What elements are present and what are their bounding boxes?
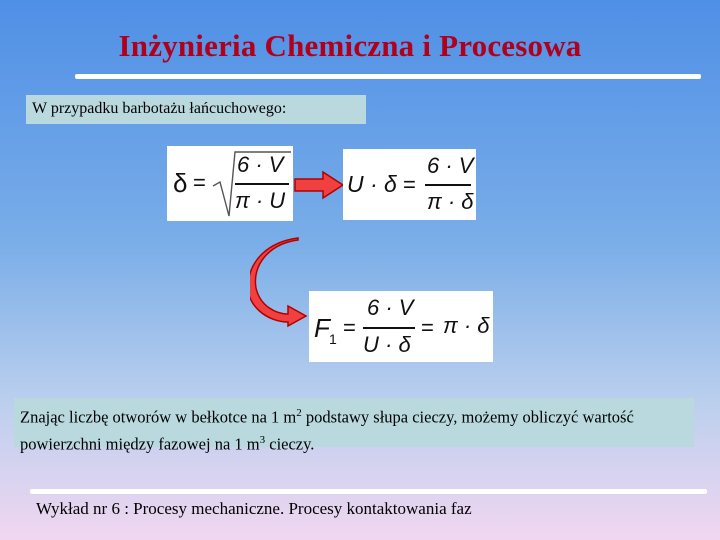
formula-delta-numerator: 6 · V [237,152,284,177]
formula-f1 [309,291,493,362]
formula-f1-equals-2: = [421,315,434,340]
formula-f1-numerator: 6 · V [367,295,414,320]
formula-product [343,149,476,220]
formula-f1-denominator: U · δ [363,332,411,357]
formula-delta-denominator: π · U [235,188,286,213]
formula-f1-equals-1: = [343,315,356,340]
formula-product-denominator: π · δ [427,189,474,214]
footer-text: Wykład nr 6 : Procesy mechaniczne. Procesy kontaktowania faz [36,499,472,518]
formula-f1-subscript: 1 [329,331,337,347]
formula-delta-equals: = [193,170,206,195]
formula-delta [167,146,293,221]
note-part-1: Znając liczbę otworów w bełkotce na 1 m [20,407,297,427]
formula-product-numerator: 6 · V [427,153,474,178]
curved-arrow-icon [250,236,310,328]
bottom-divider [30,489,707,494]
fraction-bar [235,183,289,185]
arrow-right-icon [293,170,345,200]
formula-f1-lhs: F [314,313,330,343]
fraction-bar [363,327,415,329]
note-sup-2: 3 [259,433,266,446]
top-divider [75,74,701,79]
formula-product-equals: = [403,172,416,197]
intro-text: W przypadku barbotażu łańcuchowego: [26,95,366,124]
slide-title: Inżynieria Chemiczna i Procesowa [118,28,582,63]
fraction-bar [425,184,471,186]
note-sup-1: 2 [296,407,302,419]
formula-f1-rhs: π · δ [443,313,490,338]
formula-product-lhs: U · δ [347,171,397,197]
note-part-3: cieczy. [265,434,315,453]
formula-delta-lhs: δ [173,168,188,198]
note-part-2: podstawy słupa cieczy, możemy obliczyć wartość powierzchni między fazowej na 1 m [20,407,634,453]
note-text [14,398,694,453]
